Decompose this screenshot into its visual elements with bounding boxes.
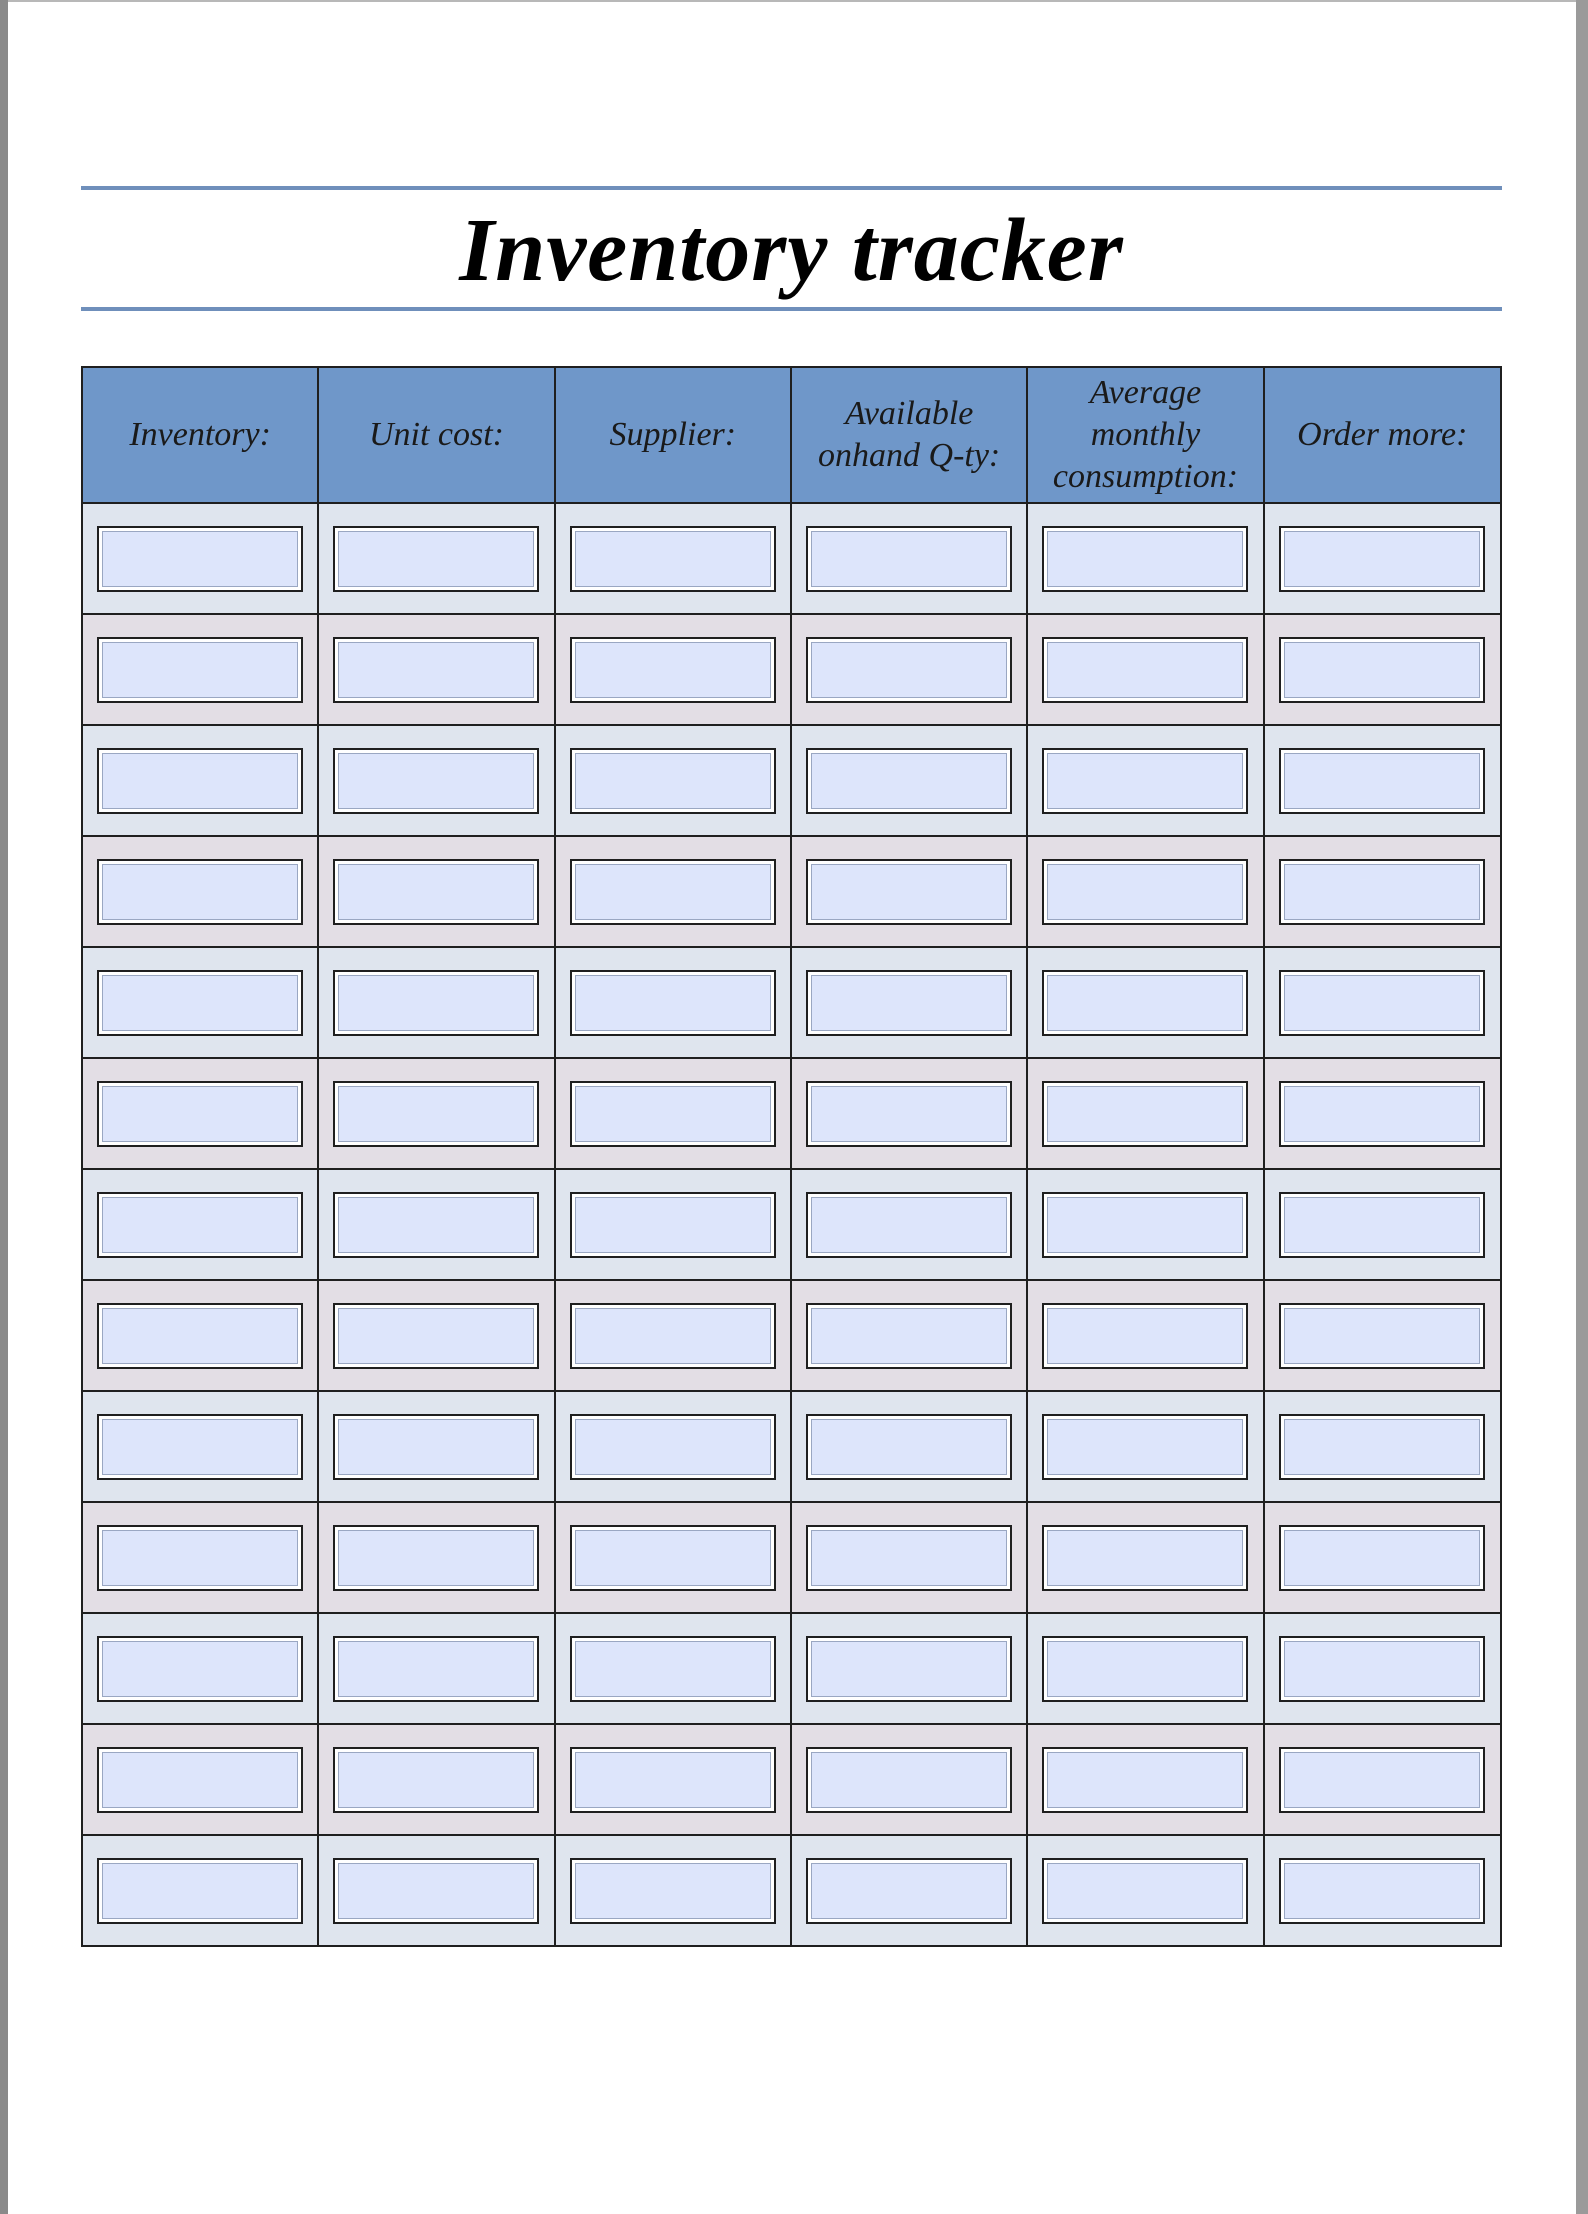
order-more-field[interactable] (1279, 1525, 1485, 1591)
table-cell (1027, 725, 1263, 836)
table-row (82, 947, 1501, 1058)
table-body (82, 503, 1501, 1946)
unit-cost-field[interactable] (333, 748, 539, 814)
table-cell (318, 836, 554, 947)
table-cell (1264, 503, 1501, 614)
table-cell (791, 836, 1027, 947)
unit-cost-field[interactable] (333, 1747, 539, 1813)
inventory-field[interactable] (97, 1525, 303, 1591)
table-cell (555, 1280, 791, 1391)
inventory-field[interactable] (97, 1303, 303, 1369)
unit-cost-field[interactable] (333, 1081, 539, 1147)
inventory-field[interactable] (97, 526, 303, 592)
table-cell (82, 1835, 318, 1946)
inventory-field[interactable] (97, 748, 303, 814)
table-header-row (82, 367, 1501, 503)
available-onhand-qty-field[interactable] (806, 1747, 1012, 1813)
supplier-field[interactable] (570, 748, 776, 814)
unit-cost-field[interactable] (333, 526, 539, 592)
table-cell (1027, 1391, 1263, 1502)
table-row (82, 503, 1501, 614)
table-cell (555, 836, 791, 947)
order-more-field[interactable] (1279, 526, 1485, 592)
available-onhand-qty-field[interactable] (806, 1858, 1012, 1924)
table-cell (1264, 1391, 1501, 1502)
table-cell (555, 503, 791, 614)
supplier-field[interactable] (570, 970, 776, 1036)
available-onhand-qty-field[interactable] (806, 637, 1012, 703)
table-row (82, 614, 1501, 725)
average-monthly-consumption-field[interactable] (1042, 748, 1248, 814)
table-cell (1027, 1835, 1263, 1946)
page-frame-right (1576, 0, 1588, 2214)
available-onhand-qty-field[interactable] (806, 1636, 1012, 1702)
average-monthly-consumption-field[interactable] (1042, 1858, 1248, 1924)
table-cell (791, 1169, 1027, 1280)
page-frame-top (0, 0, 1588, 2)
table-row (82, 725, 1501, 836)
available-onhand-qty-field[interactable] (806, 748, 1012, 814)
table-row (82, 1169, 1501, 1280)
table-cell (82, 1058, 318, 1169)
column-header-inventory: Inventory: (82, 367, 318, 503)
table-cell (791, 1391, 1027, 1502)
table-row (82, 1280, 1501, 1391)
supplier-field[interactable] (570, 1192, 776, 1258)
table-cell (555, 1613, 791, 1724)
supplier-field[interactable] (570, 1081, 776, 1147)
table-cell (318, 503, 554, 614)
table-cell (1264, 836, 1501, 947)
available-onhand-qty-field[interactable] (806, 1192, 1012, 1258)
table-cell (318, 1613, 554, 1724)
unit-cost-field[interactable] (333, 859, 539, 925)
inventory-field[interactable] (97, 970, 303, 1036)
average-monthly-consumption-field[interactable] (1042, 1303, 1248, 1369)
table-cell (791, 947, 1027, 1058)
title-rule-bottom (81, 307, 1502, 311)
average-monthly-consumption-field[interactable] (1042, 1636, 1248, 1702)
table-row (82, 1835, 1501, 1946)
table-cell (82, 836, 318, 947)
unit-cost-field[interactable] (333, 1525, 539, 1591)
table-cell (82, 614, 318, 725)
table-cell (1264, 947, 1501, 1058)
table-cell (1027, 1280, 1263, 1391)
inventory-field[interactable] (97, 1192, 303, 1258)
table-cell (555, 1835, 791, 1946)
table-cell (318, 1169, 554, 1280)
order-more-field[interactable] (1279, 1858, 1485, 1924)
table-cell (82, 1391, 318, 1502)
table-cell (791, 1280, 1027, 1391)
table-cell (318, 1835, 554, 1946)
available-onhand-qty-field[interactable] (806, 1303, 1012, 1369)
available-onhand-qty-field[interactable] (806, 1081, 1012, 1147)
supplier-field[interactable] (570, 859, 776, 925)
table-cell (1264, 1058, 1501, 1169)
unit-cost-field[interactable] (333, 1414, 539, 1480)
order-more-field[interactable] (1279, 1636, 1485, 1702)
order-more-field[interactable] (1279, 1192, 1485, 1258)
supplier-field[interactable] (570, 637, 776, 703)
table-cell (318, 1280, 554, 1391)
table-cell (82, 1280, 318, 1391)
average-monthly-consumption-field[interactable] (1042, 970, 1248, 1036)
table-cell (318, 614, 554, 725)
available-onhand-qty-field[interactable] (806, 1525, 1012, 1591)
supplier-field[interactable] (570, 1747, 776, 1813)
available-onhand-qty-field[interactable] (806, 1414, 1012, 1480)
average-monthly-consumption-field[interactable] (1042, 1525, 1248, 1591)
table-cell (82, 1613, 318, 1724)
inventory-field[interactable] (97, 1747, 303, 1813)
table-cell (555, 947, 791, 1058)
column-header-average-monthly-consumption: Average monthly consumption: (1027, 367, 1263, 503)
table-cell (82, 1169, 318, 1280)
average-monthly-consumption-field[interactable] (1042, 1414, 1248, 1480)
table-row (82, 1058, 1501, 1169)
table-cell (555, 614, 791, 725)
order-more-field[interactable] (1279, 748, 1485, 814)
table-cell (791, 614, 1027, 725)
inventory-field[interactable] (97, 1636, 303, 1702)
table-cell (1027, 1613, 1263, 1724)
table-cell (318, 1502, 554, 1613)
table-cell (1264, 1724, 1501, 1835)
table-cell (791, 1502, 1027, 1613)
table-row (82, 1724, 1501, 1835)
table-cell (555, 1169, 791, 1280)
page-frame-left (0, 0, 8, 2214)
table-cell (791, 1724, 1027, 1835)
table-cell (791, 503, 1027, 614)
table-cell (791, 1835, 1027, 1946)
table-cell (1027, 1724, 1263, 1835)
table-cell (318, 1391, 554, 1502)
table-row (82, 836, 1501, 947)
table-cell (1027, 836, 1263, 947)
order-more-field[interactable] (1279, 1303, 1485, 1369)
table-cell (1264, 725, 1501, 836)
table-row (82, 1502, 1501, 1613)
table-cell (1027, 1502, 1263, 1613)
supplier-field[interactable] (570, 1858, 776, 1924)
order-more-field[interactable] (1279, 970, 1485, 1036)
average-monthly-consumption-field[interactable] (1042, 859, 1248, 925)
unit-cost-field[interactable] (333, 1858, 539, 1924)
column-header-supplier: Supplier: (555, 367, 791, 503)
table-cell (82, 503, 318, 614)
table-row (82, 1391, 1501, 1502)
table-cell (1027, 947, 1263, 1058)
column-header-available-onhand-qty: Available onhand Q-ty: (791, 367, 1027, 503)
table-cell (1264, 1835, 1501, 1946)
table-cell (82, 1724, 318, 1835)
table-cell (791, 725, 1027, 836)
inventory-field[interactable] (97, 859, 303, 925)
table-cell (555, 1724, 791, 1835)
column-header-order-more: Order more: (1264, 367, 1501, 503)
table-cell (82, 947, 318, 1058)
table-cell (82, 1502, 318, 1613)
table-cell (555, 1058, 791, 1169)
unit-cost-field[interactable] (333, 1303, 539, 1369)
available-onhand-qty-field[interactable] (806, 526, 1012, 592)
supplier-field[interactable] (570, 1525, 776, 1591)
order-more-field[interactable] (1279, 1747, 1485, 1813)
page-title: Inventory tracker (459, 201, 1124, 300)
unit-cost-field[interactable] (333, 1192, 539, 1258)
table-cell (791, 1058, 1027, 1169)
available-onhand-qty-field[interactable] (806, 970, 1012, 1036)
inventory-field[interactable] (97, 1081, 303, 1147)
order-more-field[interactable] (1279, 637, 1485, 703)
table-cell (1264, 614, 1501, 725)
order-more-field[interactable] (1279, 1414, 1485, 1480)
inventory-field[interactable] (97, 637, 303, 703)
unit-cost-field[interactable] (333, 637, 539, 703)
supplier-field[interactable] (570, 1636, 776, 1702)
table-cell (82, 725, 318, 836)
table-cell (318, 1724, 554, 1835)
average-monthly-consumption-field[interactable] (1042, 1192, 1248, 1258)
average-monthly-consumption-field[interactable] (1042, 526, 1248, 592)
column-header-unit-cost: Unit cost: (318, 367, 554, 503)
table-cell (1027, 1058, 1263, 1169)
table-row (82, 1613, 1501, 1724)
table-cell (555, 725, 791, 836)
inventory-table (81, 366, 1502, 1947)
supplier-field[interactable] (570, 1303, 776, 1369)
table-cell (318, 725, 554, 836)
unit-cost-field[interactable] (333, 1636, 539, 1702)
unit-cost-field[interactable] (333, 970, 539, 1036)
available-onhand-qty-field[interactable] (806, 859, 1012, 925)
table-cell (791, 1613, 1027, 1724)
average-monthly-consumption-field[interactable] (1042, 637, 1248, 703)
supplier-field[interactable] (570, 1414, 776, 1480)
order-more-field[interactable] (1279, 859, 1485, 925)
supplier-field[interactable] (570, 526, 776, 592)
table-cell (1027, 1169, 1263, 1280)
average-monthly-consumption-field[interactable] (1042, 1081, 1248, 1147)
inventory-field[interactable] (97, 1858, 303, 1924)
table-cell (555, 1391, 791, 1502)
order-more-field[interactable] (1279, 1081, 1485, 1147)
table-cell (1264, 1280, 1501, 1391)
table-cell (1264, 1613, 1501, 1724)
inventory-field[interactable] (97, 1414, 303, 1480)
title-rule-top (81, 186, 1502, 190)
table-cell (555, 1502, 791, 1613)
table-cell (318, 947, 554, 1058)
table-cell (1264, 1502, 1501, 1613)
table-cell (1027, 503, 1263, 614)
table-cell (1264, 1169, 1501, 1280)
average-monthly-consumption-field[interactable] (1042, 1747, 1248, 1813)
table-cell (318, 1058, 554, 1169)
table-cell (1027, 614, 1263, 725)
